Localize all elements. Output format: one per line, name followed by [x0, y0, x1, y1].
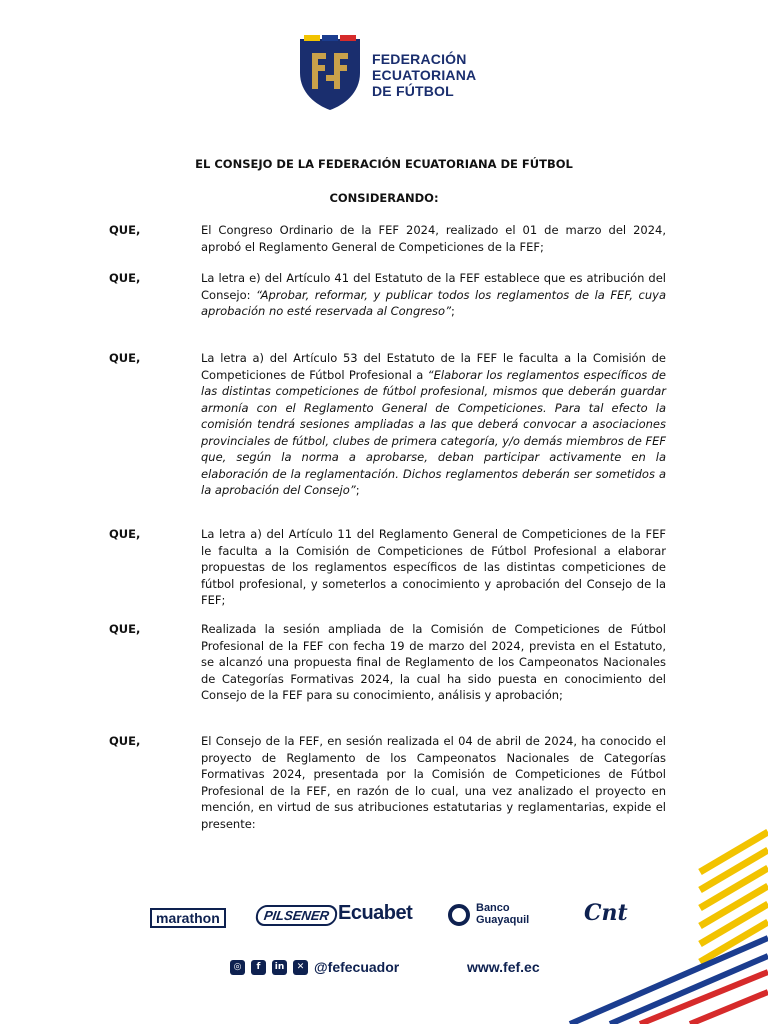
- facebook-icon[interactable]: f: [251, 960, 266, 975]
- clause-label: QUE,: [109, 527, 141, 541]
- social-handle[interactable]: @fefecuador: [314, 959, 400, 975]
- org-line-2: ECUATORIANA: [372, 67, 477, 83]
- document-subtitle: CONSIDERANDO:: [329, 191, 439, 205]
- clause-text-b: ;: [355, 483, 360, 497]
- org-line-1: FEDERACIÓN: [372, 51, 467, 67]
- instagram-icon[interactable]: ◎: [230, 960, 245, 975]
- clause-label: QUE,: [109, 223, 141, 237]
- clause-label: QUE,: [109, 351, 141, 365]
- clause-label: QUE,: [109, 734, 141, 748]
- clause-text-b: ;: [451, 304, 455, 318]
- sponsor-cnt-logo: Cnt: [584, 900, 628, 926]
- clause-text: Realizada la sesión ampliada de la Comisión de Competiciones de Fútbol Profesional de la FEF con fecha 19 de marzo del 2024, prevista en el Estatuto, se alcanzó una propuesta final de Reglamento de los Campeonatos Nacionales de Categorías Formativas 2024, la cual ha sido puesta en conocimiento del Consejo de la FEF para su conocimiento, análisis y aprobación;: [201, 622, 666, 702]
- document-title: EL CONSEJO DE LA FEDERACIÓN ECUATORIANA DE FÚTBOL: [195, 157, 573, 171]
- sponsors-bar: [148, 898, 628, 934]
- clause-quote: “Elaborar los reglamentos específicos de las distintas competiciones de fútbol profesional, mismos que deberán guardar armonía con el Reglamento General de Competiciones. Para tal efecto la comisión tendrá sesiones ampliadas a las que deberá convocar a asociaciones provinciales de fútbol, clubes de primera categoría, y/o demás miembros de FEF que, según la norma a aprobarse, deban participar activamente en la elaboración de la reglamentación. Dichos reglamentos deberán ser sometidos a la aprobación del Consejo”: [201, 367, 666, 497]
- banco-ring-icon: [448, 904, 470, 926]
- clause-label: QUE,: [109, 271, 141, 285]
- clause-label: QUE,: [109, 622, 141, 636]
- clause-text: La letra a) del Artículo 11 del Reglamento General de Competiciones de la FEF le faculta a la Comisión de Competiciones de Fútbol Profesional a elaborar propuestas de los reglamentos específicos de las distintas competiciones de fútbol profesional, y someterlos a conocimiento y aprobación del Consejo de la FEF;: [201, 527, 666, 607]
- banco-line-1: Banco: [476, 902, 510, 914]
- sponsor-marathon-logo: marathon: [150, 908, 226, 928]
- clause-text-a: La letra e) del Artículo 41 del Estatuto de la FEF establece que es atribución del Consejo:: [201, 271, 666, 302]
- clause-quote: “Aprobar, reformar, y publicar todos los reglamentos de la FEF, cuya aprobación no esté reservada al Congreso”: [201, 287, 667, 318]
- website-link[interactable]: www.fef.ec: [467, 959, 540, 975]
- org-line-3: DE FÚTBOL: [372, 83, 454, 99]
- linkedin-icon[interactable]: in: [272, 960, 287, 975]
- sponsor-ecuabet-logo: Ecuabet: [338, 902, 413, 924]
- clause-text: El Consejo de la FEF, en sesión realizada el 04 de abril de 2024, ha conocido el proyecto de Reglamento de los Campeonatos Nacionales de Categorías Formativas 2024, presentada por la Comisión de Competiciones de Fútbol Profesional de la FEF, en razón de lo cual, una vez analizado el proyecto en mención, en virtud de sus atribuciones estatutarias y reglamentarias, expide el presente:: [201, 734, 666, 831]
- sponsor-pilsener-logo: PILSENER: [255, 905, 339, 926]
- clause-text-a: La letra a) del Artículo 53 del Estatuto de la FEF le faculta a la Comisión de Competiciones de Fútbol Profesional a: [201, 351, 666, 382]
- banco-line-2: Guayaquil: [476, 914, 530, 926]
- clause-text: El Congreso Ordinario de la FEF 2024, realizado el 01 de marzo del 2024, aprobó el Reglamento General de Competiciones de la FEF;: [201, 223, 666, 254]
- x-icon[interactable]: ✕: [293, 960, 308, 975]
